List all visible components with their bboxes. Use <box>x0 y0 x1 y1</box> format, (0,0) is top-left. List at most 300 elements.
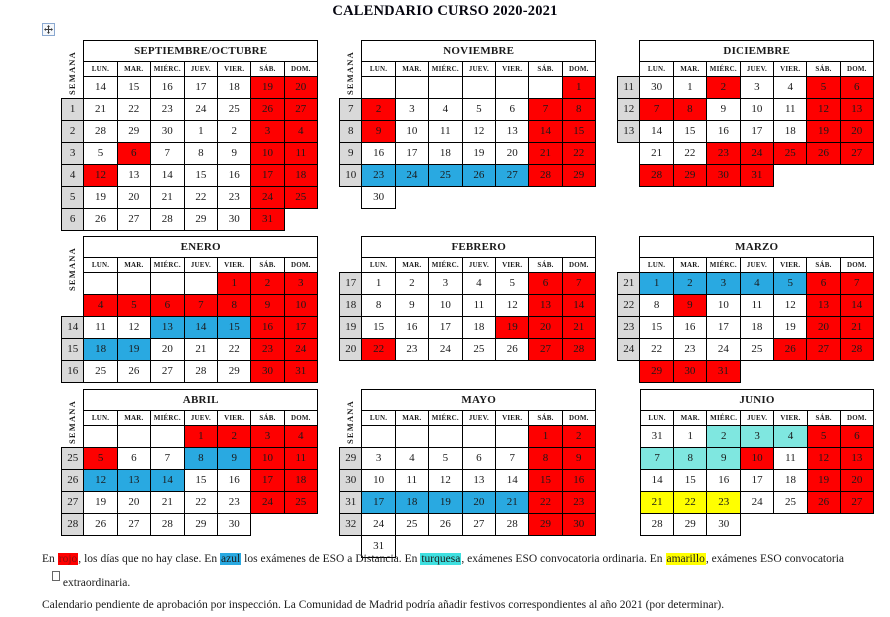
day-cell: 18 <box>395 492 428 514</box>
day-header-cell: JUEV. <box>462 258 495 273</box>
day-cell: 12 <box>84 470 117 492</box>
empty-space <box>774 165 807 187</box>
day-cell: 24 <box>284 339 317 361</box>
day-cell: 2 <box>562 426 595 448</box>
day-cell: 30 <box>562 514 595 536</box>
day-cell: 5 <box>496 273 529 295</box>
day-cell: 6 <box>840 77 873 99</box>
calendar-table-noviembre <box>339 40 596 209</box>
day-cell <box>395 426 428 448</box>
week-number-cell: 23 <box>618 317 640 339</box>
day-cell <box>462 426 495 448</box>
month-title: MAYO <box>362 390 596 411</box>
legend-highlight-turquoise_hl: turquesa <box>421 553 461 565</box>
day-header-cell: MAR. <box>117 258 150 273</box>
day-cell: 16 <box>562 470 595 492</box>
week-number-cell: 12 <box>618 99 640 121</box>
legend-segment: extraordinaria. <box>60 577 131 589</box>
day-cell: 7 <box>840 273 873 295</box>
day-cell: 26 <box>428 514 462 536</box>
week-number-cell: 27 <box>62 492 84 514</box>
calendar-table-septiembre-octubre <box>61 40 318 231</box>
day-cell: 6 <box>117 143 150 165</box>
day-cell: 6 <box>462 448 495 470</box>
legend-segment: los exámenes de ESO a Distancia. En <box>241 553 421 565</box>
day-cell: 2 <box>673 273 706 295</box>
empty-space <box>562 187 595 209</box>
week-number-cell: 19 <box>340 317 362 339</box>
day-cell: 25 <box>284 492 317 514</box>
week-number-cell: 8 <box>340 121 362 143</box>
day-cell: 24 <box>184 99 217 121</box>
day-cell: 3 <box>428 273 462 295</box>
day-cell: 19 <box>807 470 840 492</box>
week-number-cell: 9 <box>340 143 362 165</box>
week-column-label <box>62 390 84 448</box>
day-cell: 3 <box>395 99 428 121</box>
day-header-cell: LUN. <box>84 62 117 77</box>
day-cell: 27 <box>462 514 495 536</box>
day-cell: 23 <box>362 165 395 187</box>
day-cell: 21 <box>150 492 184 514</box>
empty-space <box>284 514 317 536</box>
day-header-cell: MIÉRC. <box>707 411 741 426</box>
day-cell: 21 <box>840 317 873 339</box>
month-title: NOVIEMBRE <box>362 41 596 62</box>
week-column-label <box>62 237 84 295</box>
day-cell: 23 <box>707 492 741 514</box>
day-header-cell: VIER. <box>218 411 251 426</box>
day-cell: 9 <box>218 143 251 165</box>
day-cell: 28 <box>641 514 674 536</box>
day-cell: 28 <box>640 165 673 187</box>
day-cell: 11 <box>284 143 317 165</box>
week-number-cell: 1 <box>62 99 84 121</box>
week-number-cell: 30 <box>340 470 362 492</box>
day-cell: 9 <box>395 295 428 317</box>
day-cell: 29 <box>529 514 562 536</box>
day-cell <box>428 77 462 99</box>
day-cell <box>117 426 150 448</box>
day-cell: 25 <box>774 492 807 514</box>
day-header-cell: MIÉRC. <box>428 258 462 273</box>
day-cell: 9 <box>562 448 595 470</box>
empty-space <box>807 165 840 187</box>
calendar-table-marzo <box>617 236 874 383</box>
day-cell: 5 <box>774 273 807 295</box>
day-cell: 4 <box>284 121 317 143</box>
day-cell: 2 <box>218 121 251 143</box>
day-cell: 17 <box>741 470 774 492</box>
day-cell: 6 <box>807 273 840 295</box>
legend-highlight-red: rojo <box>58 553 78 565</box>
day-cell: 22 <box>562 143 595 165</box>
day-cell: 28 <box>496 514 529 536</box>
day-cell: 19 <box>84 492 117 514</box>
day-header-cell: JUEV. <box>740 62 773 77</box>
day-cell: 13 <box>840 99 873 121</box>
day-cell: 13 <box>496 121 529 143</box>
day-cell: 26 <box>84 514 117 536</box>
day-cell: 20 <box>284 77 317 99</box>
day-cell: 22 <box>117 99 150 121</box>
day-header-cell: DOM. <box>562 411 595 426</box>
empty-space <box>807 514 840 536</box>
week-number-cell: 5 <box>62 187 84 209</box>
empty-space <box>618 62 640 77</box>
day-cell: 20 <box>807 317 840 339</box>
day-cell: 1 <box>529 426 562 448</box>
day-cell: 5 <box>807 77 840 99</box>
month-title: FEBRERO <box>362 237 596 258</box>
week-number-cell: 22 <box>618 295 640 317</box>
day-cell: 31 <box>706 361 740 383</box>
empty-space <box>618 237 640 258</box>
day-cell: 23 <box>218 187 251 209</box>
day-cell: 13 <box>117 165 150 187</box>
day-cell: 27 <box>807 339 840 361</box>
day-cell: 8 <box>673 99 706 121</box>
day-cell: 18 <box>774 121 807 143</box>
day-header-cell: MIÉRC. <box>706 62 740 77</box>
week-number-cell: 10 <box>340 165 362 187</box>
day-header-cell: MIÉRC. <box>428 62 462 77</box>
day-header-cell: SÁB. <box>807 258 840 273</box>
legend-highlight-blue: azul <box>221 553 241 565</box>
week-number-cell: 4 <box>62 165 84 187</box>
day-cell: 17 <box>395 143 428 165</box>
day-cell: 14 <box>150 470 184 492</box>
empty-space <box>618 41 640 62</box>
day-cell: 18 <box>218 77 251 99</box>
day-cell: 23 <box>395 339 428 361</box>
week-column-label <box>340 41 362 99</box>
day-cell: 27 <box>529 339 562 361</box>
day-cell: 25 <box>740 339 773 361</box>
day-cell <box>84 273 117 295</box>
legend-highlight-yellow: amarillo <box>666 553 705 565</box>
day-cell: 29 <box>673 165 706 187</box>
week-column-label-text: SEMANA <box>345 50 356 95</box>
day-cell: 17 <box>284 317 317 339</box>
day-header-cell: MAR. <box>395 411 428 426</box>
day-cell: 15 <box>562 121 595 143</box>
day-cell <box>84 426 117 448</box>
day-cell: 4 <box>774 77 807 99</box>
day-cell: 12 <box>807 448 840 470</box>
week-number-cell: 13 <box>618 121 640 143</box>
day-cell: 26 <box>117 361 150 383</box>
day-cell: 2 <box>218 426 251 448</box>
day-cell: 18 <box>428 143 462 165</box>
legend-segment: , exámenes ESO convocatoria ordinaria. En <box>461 553 666 565</box>
day-cell: 19 <box>84 187 117 209</box>
day-cell: 15 <box>529 470 562 492</box>
day-cell: 16 <box>707 470 741 492</box>
day-cell: 29 <box>117 121 150 143</box>
day-cell: 2 <box>707 426 741 448</box>
day-cell: 22 <box>184 492 217 514</box>
day-header-cell: DOM. <box>840 62 873 77</box>
day-cell: 6 <box>117 448 150 470</box>
empty-space <box>840 165 873 187</box>
empty-space <box>774 514 807 536</box>
day-cell: 8 <box>184 143 217 165</box>
day-header-cell: MIÉRC. <box>706 258 740 273</box>
empty-space <box>62 295 84 317</box>
day-cell: 25 <box>284 187 317 209</box>
day-cell: 30 <box>251 361 284 383</box>
day-cell: 22 <box>184 187 217 209</box>
day-cell: 13 <box>462 470 495 492</box>
empty-space <box>340 237 362 258</box>
day-cell <box>462 77 495 99</box>
day-cell: 24 <box>706 339 740 361</box>
day-header-cell: JUEV. <box>740 258 773 273</box>
day-header-cell: VIER. <box>218 258 251 273</box>
day-cell: 28 <box>562 339 595 361</box>
day-cell: 26 <box>807 492 840 514</box>
day-cell: 22 <box>674 492 707 514</box>
day-cell: 9 <box>707 448 741 470</box>
day-header-cell: DOM. <box>284 62 317 77</box>
day-cell: 29 <box>640 361 673 383</box>
day-cell: 17 <box>251 165 284 187</box>
day-cell: 21 <box>84 99 117 121</box>
calendar-table-mayo <box>339 389 596 558</box>
day-cell: 27 <box>496 165 529 187</box>
day-cell: 14 <box>640 121 673 143</box>
day-cell: 22 <box>529 492 562 514</box>
day-cell: 10 <box>740 99 773 121</box>
day-header-cell: VIER. <box>496 258 529 273</box>
empty-space <box>496 187 529 209</box>
day-cell: 18 <box>774 470 807 492</box>
day-cell: 10 <box>741 448 774 470</box>
day-cell <box>496 77 529 99</box>
day-cell: 1 <box>184 426 217 448</box>
footer-note: Calendario pendiente de aprobación por inspección. La Comunidad de Madrid podría añadir festivos correspondientes al año 2021 (por determinar). <box>42 599 725 611</box>
day-cell: 26 <box>84 209 117 231</box>
day-cell: 10 <box>284 295 317 317</box>
day-cell: 20 <box>840 121 873 143</box>
day-cell: 19 <box>496 317 529 339</box>
week-number-cell: 26 <box>62 470 84 492</box>
day-cell <box>150 273 184 295</box>
day-cell: 16 <box>706 121 740 143</box>
week-number-cell: 3 <box>62 143 84 165</box>
day-cell: 11 <box>462 295 495 317</box>
empty-space <box>618 165 640 187</box>
day-cell: 15 <box>673 121 706 143</box>
day-cell: 14 <box>496 470 529 492</box>
day-cell: 4 <box>84 295 117 317</box>
day-cell: 3 <box>251 121 284 143</box>
day-cell: 21 <box>529 143 562 165</box>
day-cell: 9 <box>218 448 251 470</box>
day-cell: 31 <box>740 165 773 187</box>
week-number-cell: 31 <box>340 492 362 514</box>
day-cell: 27 <box>150 361 184 383</box>
day-cell: 8 <box>218 295 251 317</box>
day-cell: 4 <box>740 273 773 295</box>
empty-space <box>618 143 640 165</box>
day-cell: 29 <box>184 209 217 231</box>
calendar-table-junio <box>640 389 874 536</box>
day-cell: 14 <box>150 165 184 187</box>
day-cell: 15 <box>218 317 251 339</box>
day-cell: 23 <box>218 492 251 514</box>
move-arrows-icon <box>44 25 53 34</box>
day-cell: 1 <box>184 121 217 143</box>
day-cell: 31 <box>284 361 317 383</box>
day-cell: 29 <box>218 361 251 383</box>
day-cell: 10 <box>362 470 395 492</box>
day-cell: 24 <box>395 165 428 187</box>
day-cell: 14 <box>529 121 562 143</box>
day-cell: 27 <box>284 99 317 121</box>
week-column-label-text: SEMANA <box>67 399 78 444</box>
week-number-cell: 20 <box>340 339 362 361</box>
day-cell: 14 <box>84 77 117 99</box>
empty-space <box>251 514 284 536</box>
day-cell: 15 <box>184 470 217 492</box>
day-header-cell: MIÉRC. <box>150 258 184 273</box>
day-header-cell: DOM. <box>840 411 873 426</box>
day-cell: 1 <box>218 273 251 295</box>
day-cell: 31 <box>362 536 395 558</box>
day-cell: 12 <box>117 317 150 339</box>
empty-space <box>840 361 873 383</box>
day-cell: 7 <box>529 99 562 121</box>
day-cell: 10 <box>428 295 462 317</box>
day-cell: 13 <box>150 317 184 339</box>
day-header-cell: LUN. <box>84 258 117 273</box>
day-cell: 6 <box>529 273 562 295</box>
day-cell <box>117 273 150 295</box>
week-number-cell: 2 <box>62 121 84 143</box>
day-cell: 20 <box>529 317 562 339</box>
day-cell: 2 <box>362 99 395 121</box>
day-cell: 24 <box>740 143 773 165</box>
day-cell: 4 <box>284 426 317 448</box>
day-cell: 11 <box>284 448 317 470</box>
day-header-cell: JUEV. <box>184 62 217 77</box>
week-number-cell: 18 <box>340 295 362 317</box>
week-number-cell: 29 <box>340 448 362 470</box>
day-header-cell: LUN. <box>362 258 395 273</box>
day-cell: 25 <box>774 143 807 165</box>
day-cell: 11 <box>395 470 428 492</box>
day-cell: 20 <box>117 187 150 209</box>
day-header-cell: SÁB. <box>251 258 284 273</box>
month-title: SEPTIEMBRE/OCTUBRE <box>84 41 318 62</box>
calendar-table-enero <box>61 236 318 383</box>
day-cell: 27 <box>840 492 873 514</box>
day-cell: 28 <box>529 165 562 187</box>
day-cell: 16 <box>673 317 706 339</box>
day-cell: 16 <box>251 317 284 339</box>
week-column-label-text: SEMANA <box>67 247 78 292</box>
day-cell: 16 <box>218 165 251 187</box>
week-number-cell: 25 <box>62 448 84 470</box>
day-cell: 16 <box>362 143 395 165</box>
day-cell: 18 <box>284 470 317 492</box>
day-header-cell: MAR. <box>673 258 706 273</box>
calendar-table-abril <box>61 389 318 536</box>
day-cell: 15 <box>640 317 673 339</box>
day-header-cell: SÁB. <box>529 411 562 426</box>
day-cell: 28 <box>184 361 217 383</box>
week-number-cell: 17 <box>340 273 362 295</box>
day-header-cell: SÁB. <box>807 411 840 426</box>
day-cell: 25 <box>218 99 251 121</box>
day-cell <box>395 77 428 99</box>
day-cell: 9 <box>251 295 284 317</box>
day-cell <box>184 273 217 295</box>
day-header-cell: JUEV. <box>741 411 774 426</box>
day-cell: 13 <box>840 448 873 470</box>
day-cell: 27 <box>840 143 873 165</box>
day-cell: 1 <box>562 77 595 99</box>
empty-space <box>340 187 362 209</box>
day-header-cell: DOM. <box>562 258 595 273</box>
table-move-handle-icon[interactable] <box>42 23 55 36</box>
day-cell <box>529 77 562 99</box>
day-cell: 7 <box>640 99 673 121</box>
day-header-cell: MAR. <box>395 258 428 273</box>
week-number-cell: 6 <box>62 209 84 231</box>
legend-segment: , exámenes ESO convocatoria <box>705 553 845 565</box>
day-cell: 14 <box>562 295 595 317</box>
day-cell: 18 <box>740 317 773 339</box>
week-number-cell: 24 <box>618 339 640 361</box>
day-cell: 11 <box>774 99 807 121</box>
day-header-cell: MIÉRC. <box>150 62 184 77</box>
day-cell: 26 <box>496 339 529 361</box>
week-number-cell: 16 <box>62 361 84 383</box>
empty-space <box>340 258 362 273</box>
day-cell: 8 <box>674 448 707 470</box>
empty-space <box>741 514 774 536</box>
day-header-cell: LUN. <box>641 411 674 426</box>
day-header-cell: JUEV. <box>184 258 217 273</box>
day-cell: 19 <box>462 143 495 165</box>
day-cell: 10 <box>395 121 428 143</box>
anchor-box-icon <box>52 571 60 581</box>
day-header-cell: MIÉRC. <box>150 411 184 426</box>
day-header-cell: LUN. <box>84 411 117 426</box>
day-cell: 20 <box>462 492 495 514</box>
day-cell: 22 <box>673 143 706 165</box>
day-cell: 14 <box>184 317 217 339</box>
day-cell: 4 <box>462 273 495 295</box>
day-cell: 24 <box>251 187 284 209</box>
day-cell: 28 <box>150 514 184 536</box>
day-cell: 3 <box>706 273 740 295</box>
empty-space <box>428 187 462 209</box>
day-header-cell: DOM. <box>562 62 595 77</box>
month-title: JUNIO <box>641 390 874 411</box>
day-cell: 17 <box>362 492 395 514</box>
day-cell: 4 <box>395 448 428 470</box>
day-cell: 22 <box>640 339 673 361</box>
day-cell: 15 <box>184 165 217 187</box>
day-header-cell: DOM. <box>840 258 873 273</box>
day-cell: 17 <box>184 77 217 99</box>
day-cell: 13 <box>529 295 562 317</box>
week-number-cell: 15 <box>62 339 84 361</box>
